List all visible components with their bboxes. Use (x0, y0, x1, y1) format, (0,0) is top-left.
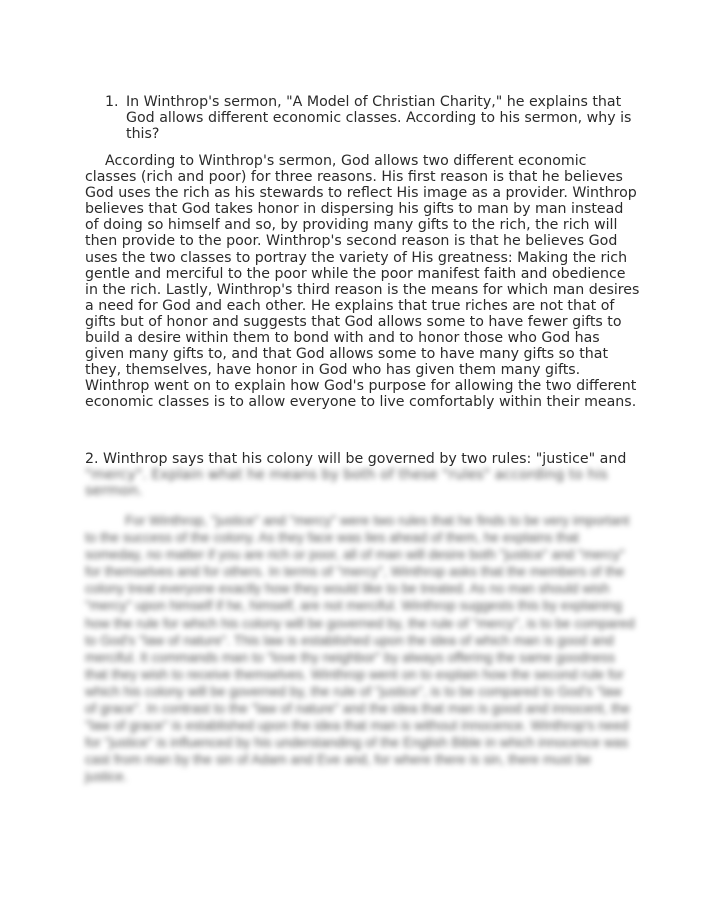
question-1-number: 1. (105, 94, 119, 110)
answer-2-paragraph-blurred: For Winthrop, "justice" and "mercy" were two rules that he finds to be very important to the success of the colony. As they face was lies ahead of them, he explains that someday, no matter if you are rich or poor, all of man will desire both "justice" and "mercy" for themselves and for others. In terms of "mercy", Winthrop asks that the members of the colony treat everyone exactly how they would like to be treated. As no man should wish "mercy" upon himself if he, himself, are not merciful. Winthrop suggests this by explaining how the rule for which his colony will be governed by, the rule of "mercy", is to be compared to God's "law of nature". This law is established upon the idea of which man is good and merciful. It commands man to "love thy neighbor" by always offering the same goodness that they wish to receive themselves. Winthrop went on to explain how the second rule for which his colony will be governed by, the rule of "justice", is to be compared to God's "law of grace". In contrast to the "law of nature" and the idea that man is good and innocent, the "law of grace" is established upon the idea that man is without innocence. Winthrop's need for "justice" is influenced by his understanding of the English Bible in which innocence was cast from man by the sin of Adam and Eve and, for where there is sin, there must be justice. (85, 513, 635, 785)
question-2 (85, 451, 640, 499)
question-1-text: In Winthrop's sermon, "A Model of Christian Charity," he explains that God allows different economic classes. According to his sermon, why is this? (126, 94, 632, 142)
question-2-blurred-text: "mercy". Explain what he means by both of these "rules" according to his sermon. (85, 467, 608, 499)
question-2-visible-text: 2. Winthrop says that his colony will be governed by two rules: "justice" and (85, 451, 627, 467)
question-1 (105, 94, 640, 142)
answer-1-paragraph: According to Winthrop's sermon, God allows two different economic classes (rich and poor) for three reasons. His first reason is that he believes God uses the rich as his stewards to reflect His image as a provider. Winthrop believes that God takes honor in dispersing his gifts to man by man instead of doing so himself and so, by providing many gifts to the rich, the rich will then provide to the poor. Winthrop's second reason is that he believes God uses the two classes to portray the variety of His greatness: Making the rich gentle and merciful to the poor while the poor manifest faith and obedience in the rich. Lastly, Winthrop's third reason is the means for which man desires a need for God and each other. He explains that true riches are not that of gifts but of honor and suggests that God allows some to have fewer gifts to build a desire within them to bond with and to honor those who God has given many gifts to, and that God allows some to have many gifts so that they, themselves, have honor in God who has given them many gifts. Winthrop went on to explain how God's purpose for allowing the two different economic classes is to allow everyone to live comfortably within their means. (85, 153, 640, 411)
